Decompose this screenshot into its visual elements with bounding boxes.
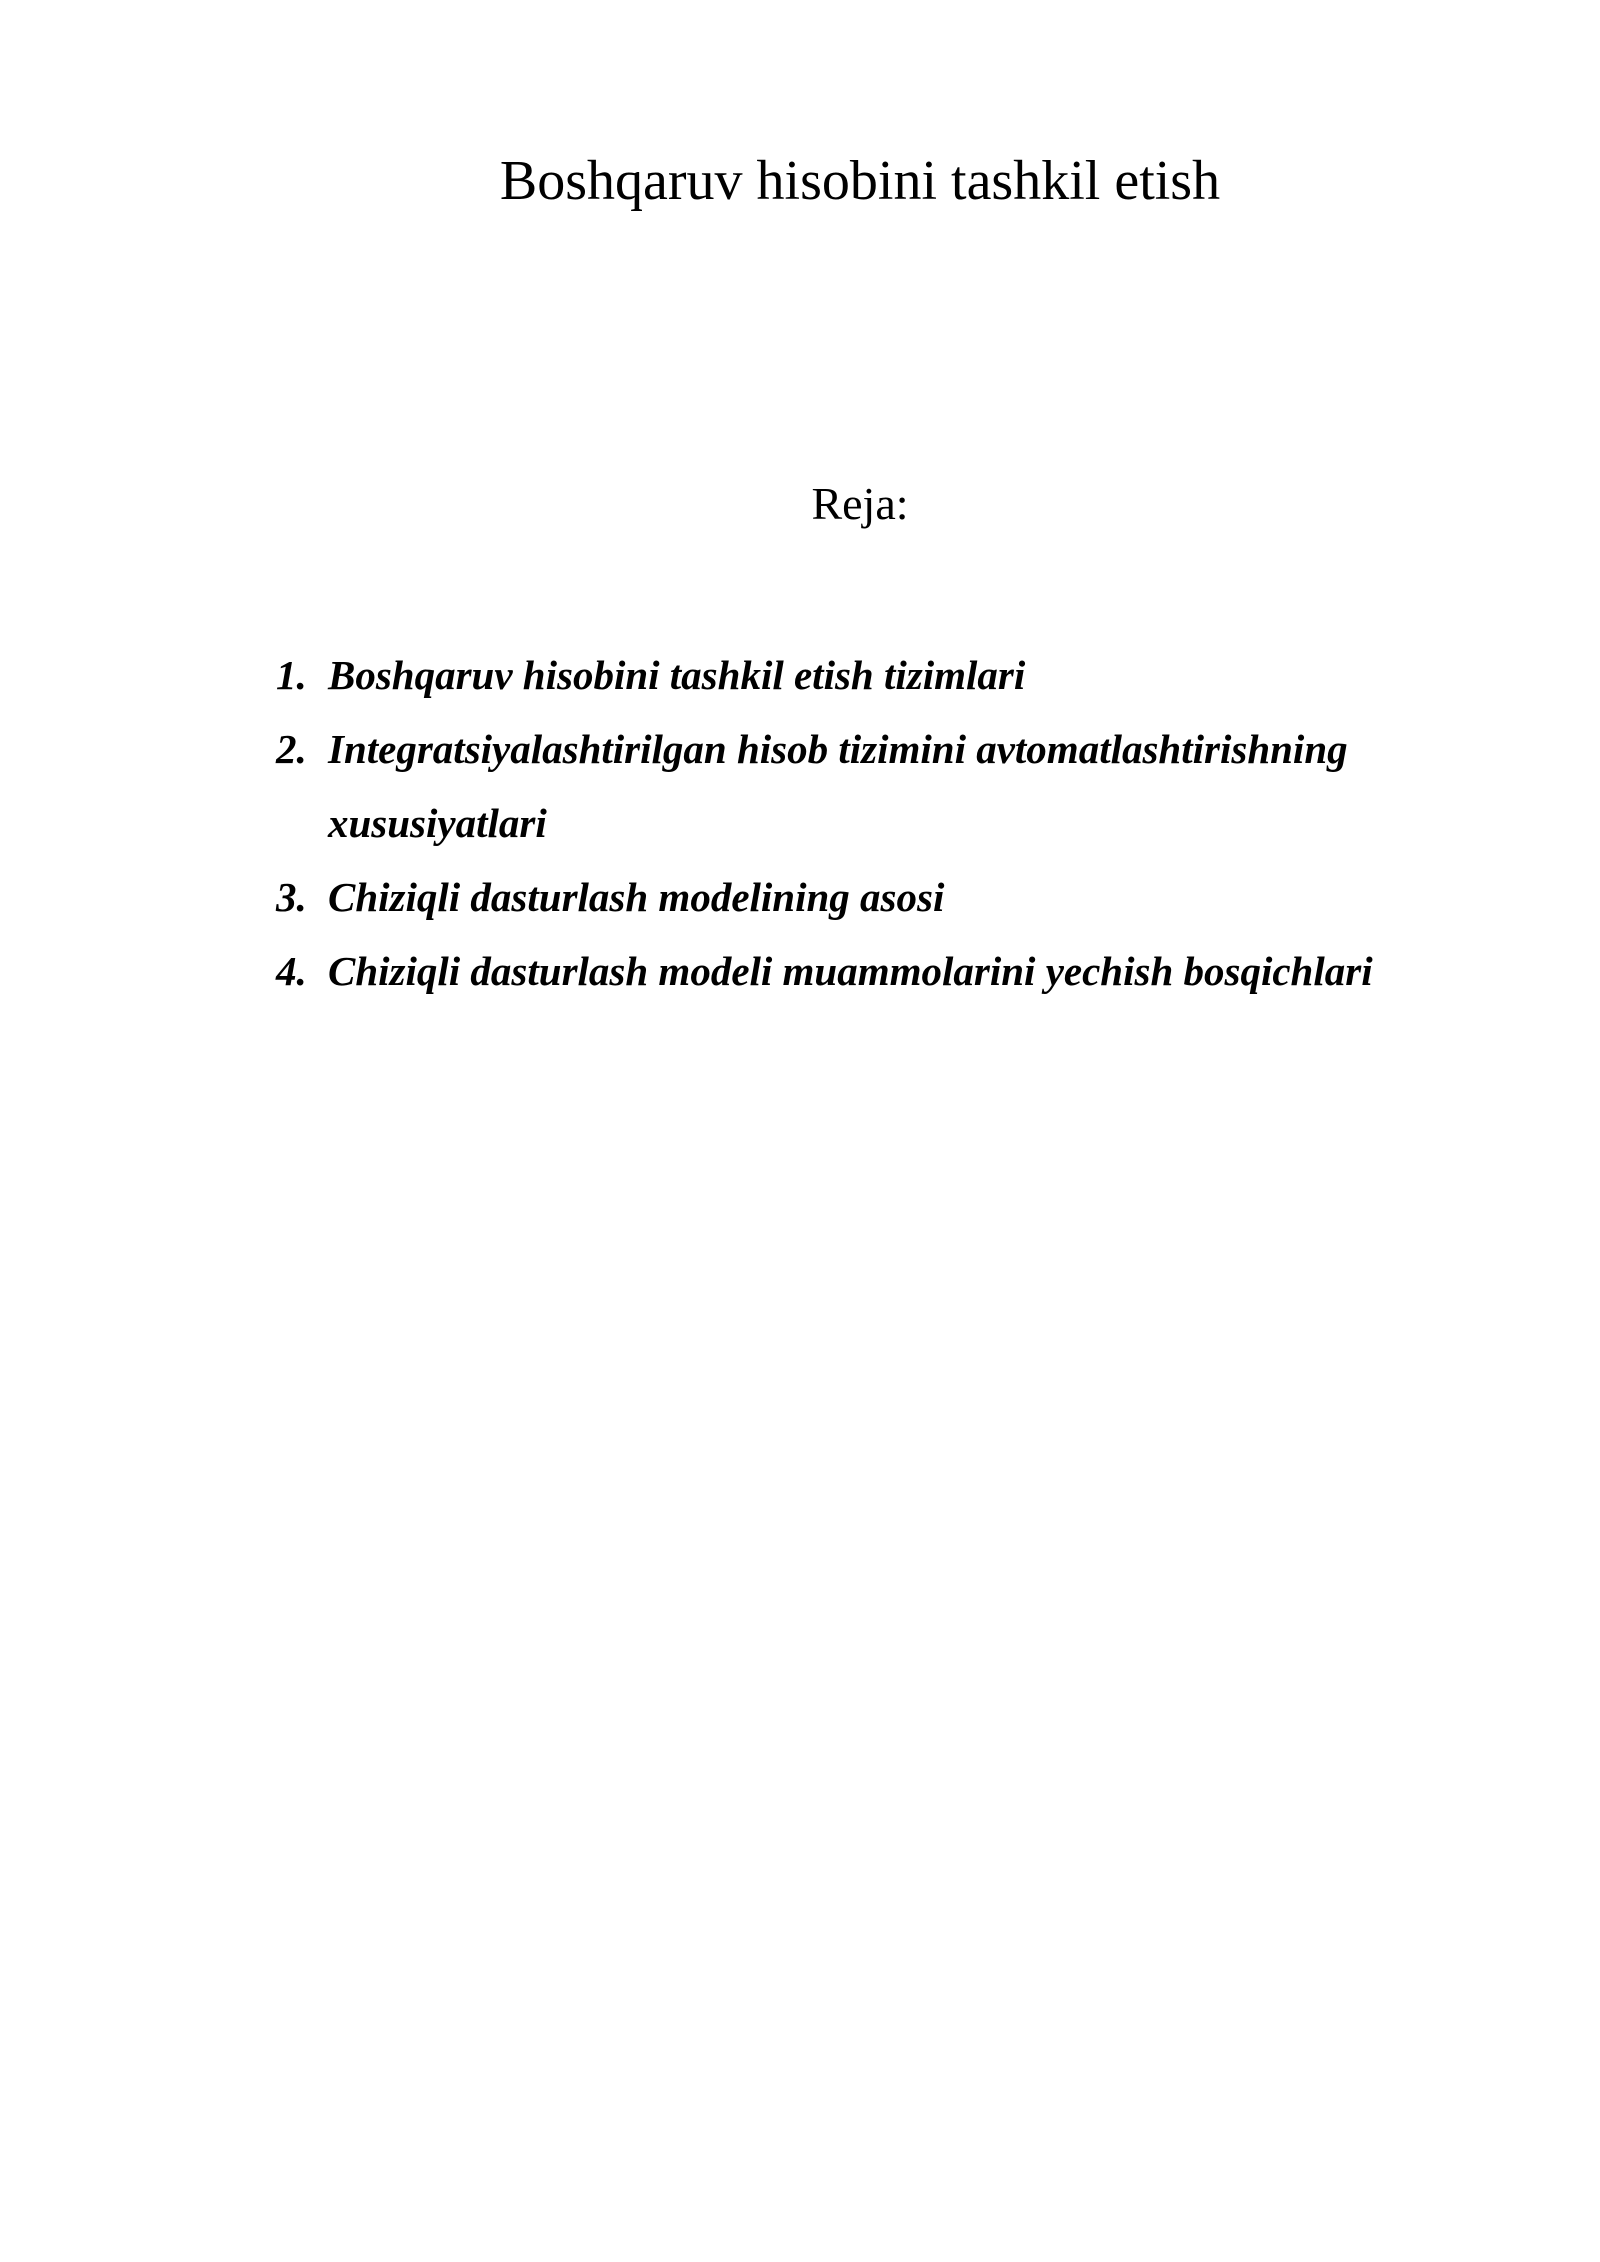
plan-item-text: Boshqaruv hisobini tashkil etish tizimlari bbox=[328, 652, 1026, 698]
plan-item-number: 2. bbox=[276, 726, 307, 772]
plan-item-text: Chiziqli dasturlash modelining asosi bbox=[328, 874, 945, 920]
document-title: Boshqaruv hisobini tashkil etish bbox=[499, 150, 1221, 212]
plan-item-number: 1. bbox=[276, 652, 307, 698]
plan-list bbox=[276, 638, 1476, 1008]
plan-item-number: 3. bbox=[276, 874, 307, 920]
plan-item-text: Integratsiyalashtirilgan hisob tizimini avtomatlashtirishning xususiyatlari bbox=[328, 726, 1348, 846]
plan-item-3 bbox=[276, 860, 1476, 934]
plan-item-1 bbox=[276, 638, 1476, 712]
plan-item-text: Chiziqli dasturlash modeli muammolarini yechish bosqichlari bbox=[328, 948, 1373, 994]
plan-heading: Reja: bbox=[811, 478, 909, 529]
plan-item-number: 4. bbox=[276, 948, 307, 994]
plan-item-4 bbox=[276, 934, 1476, 1008]
plan-item-2 bbox=[276, 712, 1476, 860]
